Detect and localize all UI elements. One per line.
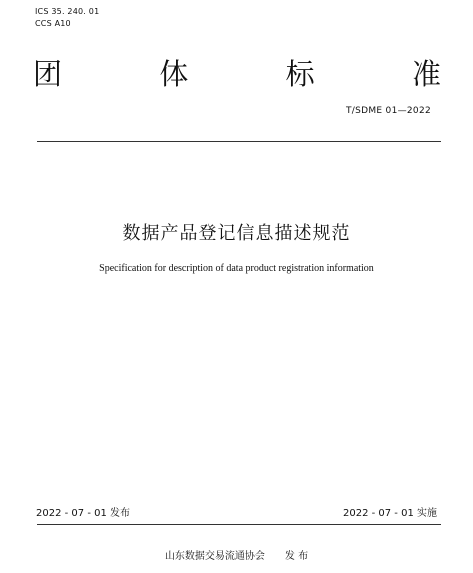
standard-type-char: 准 — [411, 57, 441, 91]
standard-number: T/SDME 01—2022 — [345, 106, 431, 116]
top-divider — [37, 141, 441, 142]
classification-codes — [35, 6, 99, 30]
bottom-divider — [37, 524, 441, 525]
implementation-date: 2022 - 07 - 01 实施 — [342, 508, 437, 519]
document-title-english: Specification for description of data product registration information — [99, 263, 374, 274]
standard-type-char: 标 — [285, 57, 315, 91]
standard-type-char: 团 — [33, 57, 63, 91]
standard-type-char: 体 — [159, 57, 189, 91]
issue-date: 2022 - 07 - 01 发布 — [36, 508, 131, 519]
publisher-action: 发 布 — [284, 551, 309, 562]
ics-code: ICS 35. 240. 01 — [35, 7, 100, 16]
document-title-chinese: 数据产品登记信息描述规范 — [122, 223, 351, 244]
publisher-name: 山东数据交易流通协会 — [164, 551, 265, 562]
ccs-code: CCS A10 — [35, 19, 71, 28]
publisher-line — [0, 550, 473, 564]
standard-type-heading — [33, 56, 441, 92]
